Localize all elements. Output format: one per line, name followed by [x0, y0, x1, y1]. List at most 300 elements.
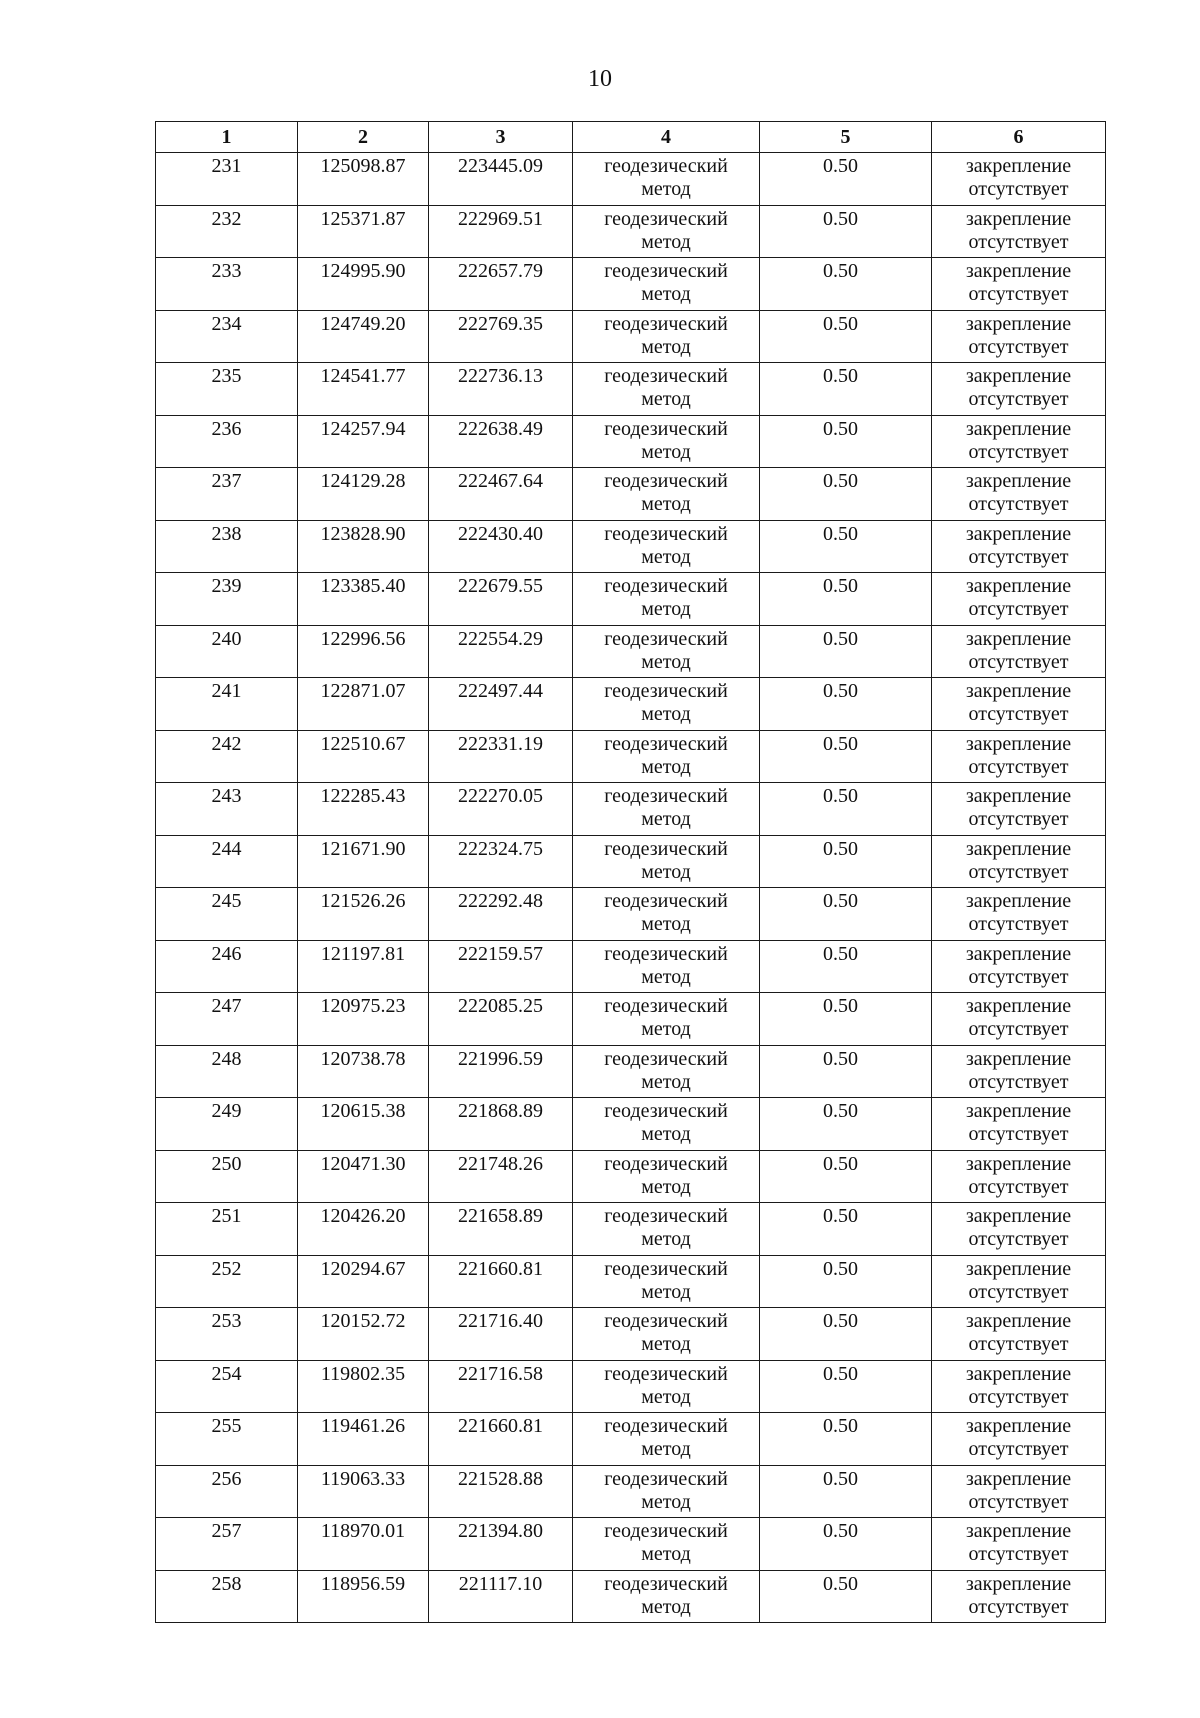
y-coordinate-cell-text: 221716.58: [458, 1362, 543, 1385]
method-cell-text: геодезический: [604, 627, 728, 650]
point-number-cell: [156, 783, 298, 836]
method-cell-text: метод: [641, 1595, 691, 1618]
y-coordinate-cell-text: 222657.79: [458, 260, 543, 282]
method-cell-text: геодезический: [604, 1100, 728, 1122]
x-coordinate-cell: [298, 573, 429, 626]
x-coordinate-cell: [298, 310, 429, 363]
accuracy-cell-text: 0.50: [823, 1572, 858, 1595]
accuracy-cell-text: 0.50: [823, 1100, 858, 1122]
point-number-cell: [156, 258, 298, 311]
x-coordinate-cell-text: 119063.33: [320, 1467, 406, 1490]
table-row: [156, 1045, 1106, 1098]
method-cell-text: метод: [641, 283, 691, 305]
point-number-cell-text: 258: [211, 1572, 242, 1595]
x-coordinate-cell-text: 120615.38: [320, 1100, 406, 1122]
x-coordinate-cell: [298, 1465, 429, 1518]
fixation-cell-text: отсутствует: [968, 178, 1069, 200]
fixation-cell-text: закрепление: [965, 470, 1072, 492]
page-number: 10: [588, 66, 612, 92]
y-coordinate-cell-text: 222159.57: [458, 942, 543, 965]
method-cell-text: геодезический: [604, 1520, 728, 1542]
point-number-cell-text: 244: [211, 837, 242, 860]
y-coordinate-cell-text: 222085.25: [458, 995, 543, 1017]
point-number-cell: [156, 940, 298, 993]
x-coordinate-cell: [298, 783, 429, 836]
method-cell: [573, 1203, 760, 1256]
accuracy-cell: [760, 468, 932, 521]
accuracy-cell-text: 0.50: [823, 260, 858, 282]
table-body: [156, 153, 1106, 1623]
table-row: [156, 1360, 1106, 1413]
fixation-cell: [932, 1203, 1106, 1256]
x-coordinate-cell: [298, 415, 429, 468]
accuracy-cell: [760, 573, 932, 626]
accuracy-cell-text: 0.50: [823, 207, 858, 230]
accuracy-cell-text: 0.50: [823, 1415, 858, 1437]
method-cell-text: геодезический: [604, 995, 728, 1017]
x-coordinate-cell: [298, 468, 429, 521]
accuracy-cell-text: 0.50: [823, 1467, 858, 1490]
y-coordinate-cell-text: 221528.88: [458, 1467, 543, 1490]
fixation-cell-text: закрепление: [965, 575, 1072, 597]
x-coordinate-cell-text: 125098.87: [320, 155, 406, 177]
fixation-cell-text: закрепление: [965, 1047, 1072, 1070]
fixation-cell-text: закрепление: [965, 207, 1072, 230]
y-coordinate-cell-text: 222554.29: [458, 627, 543, 650]
accuracy-cell: [760, 1413, 932, 1466]
method-cell-text: метод: [641, 1438, 691, 1460]
x-coordinate-cell: [298, 888, 429, 941]
method-cell-text: метод: [641, 1228, 691, 1250]
point-number-cell: [156, 1098, 298, 1151]
x-coordinate-cell: [298, 1045, 429, 1098]
point-number-cell: [156, 468, 298, 521]
table-row: [156, 888, 1106, 941]
x-coordinate-cell-text: 123828.90: [320, 522, 406, 545]
method-cell: [573, 258, 760, 311]
method-cell-text: метод: [641, 965, 691, 988]
fixation-cell-text: отсутствует: [968, 230, 1069, 253]
table-row: [156, 1203, 1106, 1256]
table-row: [156, 415, 1106, 468]
method-cell-text: геодезический: [604, 1362, 728, 1385]
table-row: [156, 783, 1106, 836]
x-coordinate-cell-text: 122871.07: [320, 680, 406, 702]
y-coordinate-cell-text: 221868.89: [458, 1100, 543, 1122]
x-coordinate-cell-text: 119461.26: [320, 1415, 406, 1437]
x-coordinate-cell: [298, 520, 429, 573]
x-coordinate-cell: [298, 1518, 429, 1571]
fixation-cell-text: отсутствует: [968, 335, 1069, 358]
x-coordinate-cell-text: 121197.81: [320, 942, 406, 965]
fixation-cell-text: отсутствует: [968, 545, 1069, 568]
method-cell: [573, 573, 760, 626]
x-coordinate-cell: [298, 940, 429, 993]
method-cell-text: метод: [641, 860, 691, 883]
accuracy-cell-text: 0.50: [823, 522, 858, 545]
point-number-cell-text: 238: [211, 522, 242, 545]
fixation-cell-text: отсутствует: [968, 493, 1069, 515]
method-cell-text: метод: [641, 703, 691, 725]
table-row: [156, 1150, 1106, 1203]
accuracy-cell-text: 0.50: [823, 680, 858, 702]
fixation-cell-text: отсутствует: [968, 1438, 1069, 1460]
x-coordinate-cell-text: 124749.20: [320, 312, 406, 335]
fixation-cell-text: отсутствует: [968, 1490, 1069, 1513]
point-number-cell: [156, 625, 298, 678]
fixation-cell: [932, 835, 1106, 888]
fixation-cell: [932, 1308, 1106, 1361]
method-cell: [573, 1150, 760, 1203]
fixation-cell: [932, 520, 1106, 573]
fixation-cell-text: закрепление: [965, 1520, 1072, 1542]
method-cell-text: метод: [641, 388, 691, 410]
x-coordinate-cell-text: 121671.90: [320, 837, 406, 860]
method-cell: [573, 1465, 760, 1518]
point-number-cell: [156, 363, 298, 416]
y-coordinate-cell: [429, 1465, 573, 1518]
x-coordinate-cell-text: 122510.67: [320, 732, 406, 755]
table-row: [156, 1255, 1106, 1308]
method-cell: [573, 678, 760, 731]
fixation-cell-text: закрепление: [965, 522, 1072, 545]
y-coordinate-cell: [429, 940, 573, 993]
x-coordinate-cell-text: 120152.72: [320, 1310, 406, 1332]
point-number-cell: [156, 1465, 298, 1518]
table-row: [156, 468, 1106, 521]
method-cell-text: метод: [641, 1280, 691, 1303]
method-cell-text: метод: [641, 1175, 691, 1198]
accuracy-cell: [760, 1203, 932, 1256]
fixation-cell-text: отсутствует: [968, 1595, 1069, 1618]
point-number-cell-text: 250: [211, 1152, 242, 1175]
accuracy-cell-text: 0.50: [823, 1362, 858, 1385]
accuracy-cell: [760, 415, 932, 468]
x-coordinate-cell: [298, 1570, 429, 1623]
fixation-cell: [932, 1413, 1106, 1466]
fixation-cell-text: отсутствует: [968, 1333, 1069, 1355]
fixation-cell-text: отсутствует: [968, 755, 1069, 778]
y-coordinate-cell: [429, 625, 573, 678]
y-coordinate-cell: [429, 415, 573, 468]
x-coordinate-cell-text: 122996.56: [320, 627, 406, 650]
y-coordinate-cell-text: 221716.40: [458, 1310, 543, 1332]
method-cell-text: геодезический: [604, 575, 728, 597]
fixation-cell-text: закрепление: [965, 155, 1072, 177]
point-number-cell: [156, 1360, 298, 1413]
x-coordinate-cell-text: 124995.90: [320, 260, 406, 282]
method-cell: [573, 1360, 760, 1413]
point-number-cell-text: 251: [211, 1205, 242, 1227]
point-number-cell: [156, 1413, 298, 1466]
method-cell: [573, 888, 760, 941]
y-coordinate-cell-text: 221117.10: [458, 1572, 543, 1595]
y-coordinate-cell: [429, 468, 573, 521]
fixation-cell-text: закрепление: [965, 1467, 1072, 1490]
method-cell: [573, 1045, 760, 1098]
method-cell: [573, 1308, 760, 1361]
method-cell-text: метод: [641, 1070, 691, 1093]
y-coordinate-cell-text: 221658.89: [458, 1205, 543, 1227]
accuracy-cell: [760, 678, 932, 731]
accuracy-cell: [760, 1465, 932, 1518]
column-header-4: 4: [573, 122, 760, 153]
fixation-cell-text: отсутствует: [968, 913, 1069, 935]
accuracy-cell-text: 0.50: [823, 837, 858, 860]
point-number-cell: [156, 310, 298, 363]
fixation-cell-text: закрепление: [965, 680, 1072, 702]
point-number-cell: [156, 1518, 298, 1571]
fixation-cell: [932, 1518, 1106, 1571]
fixation-cell-text: закрепление: [965, 837, 1072, 860]
table-row: [156, 310, 1106, 363]
accuracy-cell: [760, 1098, 932, 1151]
fixation-cell-text: отсутствует: [968, 1543, 1069, 1565]
y-coordinate-cell-text: 222467.64: [458, 470, 543, 492]
fixation-cell-text: отсутствует: [968, 440, 1069, 463]
fixation-cell: [932, 310, 1106, 363]
fixation-cell-text: отсутствует: [968, 388, 1069, 410]
fixation-cell: [932, 363, 1106, 416]
fixation-cell-text: закрепление: [965, 312, 1072, 335]
y-coordinate-cell: [429, 1098, 573, 1151]
table-row: [156, 1518, 1106, 1571]
fixation-cell: [932, 258, 1106, 311]
y-coordinate-cell: [429, 1360, 573, 1413]
y-coordinate-cell-text: 223445.09: [458, 155, 543, 177]
method-cell-text: метод: [641, 178, 691, 200]
method-cell-text: геодезический: [604, 312, 728, 335]
fixation-cell-text: закрепление: [965, 627, 1072, 650]
y-coordinate-cell: [429, 1150, 573, 1203]
y-coordinate-cell: [429, 993, 573, 1046]
point-number-cell: [156, 835, 298, 888]
fixation-cell-text: закрепление: [965, 1100, 1072, 1122]
fixation-cell-text: отсутствует: [968, 965, 1069, 988]
point-number-cell-text: 242: [211, 732, 242, 755]
fixation-cell: [932, 993, 1106, 1046]
y-coordinate-cell-text: 221394.80: [458, 1520, 543, 1542]
point-number-cell: [156, 1255, 298, 1308]
point-number-cell: [156, 1203, 298, 1256]
x-coordinate-cell: [298, 363, 429, 416]
column-header-2: 2: [298, 122, 429, 153]
accuracy-cell-text: 0.50: [823, 627, 858, 650]
x-coordinate-cell-text: 123385.40: [320, 575, 406, 597]
method-cell-text: метод: [641, 650, 691, 673]
method-cell: [573, 993, 760, 1046]
point-number-cell: [156, 1570, 298, 1623]
point-number-cell-text: 232: [211, 207, 242, 230]
accuracy-cell: [760, 310, 932, 363]
accuracy-cell: [760, 940, 932, 993]
y-coordinate-cell: [429, 1045, 573, 1098]
point-number-cell-text: 234: [211, 312, 242, 335]
point-number-cell-text: 254: [211, 1362, 242, 1385]
point-number-cell: [156, 520, 298, 573]
fixation-cell: [932, 625, 1106, 678]
x-coordinate-cell: [298, 1203, 429, 1256]
header-row: [156, 122, 1106, 153]
x-coordinate-cell-text: 120426.20: [320, 1205, 406, 1227]
fixation-cell: [932, 783, 1106, 836]
fixation-cell-text: закрепление: [965, 1152, 1072, 1175]
fixation-cell: [932, 730, 1106, 783]
x-coordinate-cell-text: 124129.28: [320, 470, 406, 492]
x-coordinate-cell: [298, 205, 429, 258]
accuracy-cell-text: 0.50: [823, 417, 858, 440]
accuracy-cell-text: 0.50: [823, 732, 858, 755]
accuracy-cell-text: 0.50: [823, 365, 858, 387]
point-number-cell-text: 236: [211, 417, 242, 440]
accuracy-cell: [760, 1570, 932, 1623]
method-cell: [573, 310, 760, 363]
method-cell-text: метод: [641, 1385, 691, 1408]
x-coordinate-cell: [298, 1098, 429, 1151]
accuracy-cell: [760, 363, 932, 416]
method-cell-text: метод: [641, 913, 691, 935]
point-number-cell-text: 253: [211, 1310, 242, 1332]
table-row: [156, 940, 1106, 993]
method-cell-text: геодезический: [604, 785, 728, 807]
x-coordinate-cell: [298, 730, 429, 783]
method-cell: [573, 153, 760, 206]
method-cell: [573, 1098, 760, 1151]
method-cell-text: метод: [641, 493, 691, 515]
fixation-cell: [932, 573, 1106, 626]
fixation-cell-text: отсутствует: [968, 1018, 1069, 1040]
fixation-cell: [932, 1255, 1106, 1308]
table-row: [156, 1465, 1106, 1518]
y-coordinate-cell: [429, 730, 573, 783]
fixation-cell-text: закрепление: [965, 890, 1072, 912]
method-cell-text: геодезический: [604, 1467, 728, 1490]
point-number-cell-text: 252: [211, 1257, 242, 1280]
point-number-cell-text: 245: [211, 890, 242, 912]
method-cell-text: метод: [641, 230, 691, 253]
point-number-cell: [156, 730, 298, 783]
y-coordinate-cell: [429, 678, 573, 731]
point-number-cell: [156, 205, 298, 258]
method-cell-text: метод: [641, 1018, 691, 1040]
method-cell-text: метод: [641, 1333, 691, 1355]
fixation-cell-text: закрепление: [965, 1257, 1072, 1280]
point-number-cell: [156, 415, 298, 468]
point-number-cell-text: 237: [211, 470, 242, 492]
method-cell: [573, 1413, 760, 1466]
fixation-cell-text: закрепление: [965, 1310, 1072, 1332]
method-cell-text: геодезический: [604, 1047, 728, 1070]
method-cell: [573, 625, 760, 678]
method-cell-text: геодезический: [604, 417, 728, 440]
point-number-cell: [156, 573, 298, 626]
y-coordinate-cell: [429, 520, 573, 573]
method-cell: [573, 415, 760, 468]
y-coordinate-cell-text: 221996.59: [458, 1047, 543, 1070]
table-row: [156, 153, 1106, 206]
fixation-cell-text: закрепление: [965, 942, 1072, 965]
x-coordinate-cell-text: 120294.67: [320, 1257, 406, 1280]
fixation-cell-text: закрепление: [965, 732, 1072, 755]
table-row: [156, 1098, 1106, 1151]
fixation-cell-text: отсутствует: [968, 1280, 1069, 1303]
point-number-cell-text: 233: [211, 260, 242, 282]
x-coordinate-cell: [298, 1360, 429, 1413]
y-coordinate-cell-text: 221660.81: [458, 1415, 543, 1437]
table-row: [156, 835, 1106, 888]
table-row: [156, 363, 1106, 416]
x-coordinate-cell: [298, 1413, 429, 1466]
fixation-cell: [932, 153, 1106, 206]
fixation-cell-text: отсутствует: [968, 283, 1069, 305]
x-coordinate-cell: [298, 258, 429, 311]
fixation-cell-text: закрепление: [965, 1572, 1072, 1595]
method-cell: [573, 1570, 760, 1623]
y-coordinate-cell-text: 222736.13: [458, 365, 543, 387]
method-cell-text: геодезический: [604, 1205, 728, 1227]
y-coordinate-cell: [429, 363, 573, 416]
method-cell: [573, 363, 760, 416]
x-coordinate-cell: [298, 993, 429, 1046]
accuracy-cell: [760, 1045, 932, 1098]
accuracy-cell-text: 0.50: [823, 1520, 858, 1542]
method-cell-text: метод: [641, 755, 691, 778]
accuracy-cell-text: 0.50: [823, 942, 858, 965]
method-cell-text: геодезический: [604, 837, 728, 860]
accuracy-cell: [760, 888, 932, 941]
point-number-cell: [156, 1150, 298, 1203]
y-coordinate-cell: [429, 783, 573, 836]
fixation-cell: [932, 468, 1106, 521]
method-cell: [573, 1518, 760, 1571]
point-number-cell-text: 241: [211, 680, 242, 702]
fixation-cell-text: закрепление: [965, 785, 1072, 807]
table-row: [156, 730, 1106, 783]
x-coordinate-cell-text: 124257.94: [320, 417, 406, 440]
x-coordinate-cell: [298, 1255, 429, 1308]
y-coordinate-cell: [429, 310, 573, 363]
point-number-cell-text: 231: [211, 155, 242, 177]
method-cell-text: геодезический: [604, 1152, 728, 1175]
method-cell-text: геодезический: [604, 260, 728, 282]
x-coordinate-cell: [298, 835, 429, 888]
point-number-cell-text: 240: [211, 627, 242, 650]
accuracy-cell: [760, 730, 932, 783]
accuracy-cell: [760, 783, 932, 836]
y-coordinate-cell: [429, 1518, 573, 1571]
accuracy-cell-text: 0.50: [823, 890, 858, 912]
method-cell-text: геодезический: [604, 155, 728, 177]
y-coordinate-cell-text: 222430.40: [458, 522, 543, 545]
method-cell-text: геодезический: [604, 365, 728, 387]
method-cell-text: метод: [641, 440, 691, 463]
x-coordinate-cell-text: 120975.23: [320, 995, 406, 1017]
fixation-cell-text: закрепление: [965, 1362, 1072, 1385]
method-cell-text: метод: [641, 598, 691, 620]
coordinates-table-container: [155, 121, 1106, 1623]
accuracy-cell-text: 0.50: [823, 1047, 858, 1070]
fixation-cell-text: закрепление: [965, 365, 1072, 387]
fixation-cell: [932, 205, 1106, 258]
coordinates-table: [155, 121, 1106, 1623]
accuracy-cell-text: 0.50: [823, 1257, 858, 1280]
method-cell-text: метод: [641, 1543, 691, 1565]
accuracy-cell: [760, 1518, 932, 1571]
point-number-cell-text: 249: [211, 1100, 242, 1122]
accuracy-cell-text: 0.50: [823, 1205, 858, 1227]
x-coordinate-cell-text: 118970.01: [320, 1520, 406, 1542]
method-cell: [573, 468, 760, 521]
